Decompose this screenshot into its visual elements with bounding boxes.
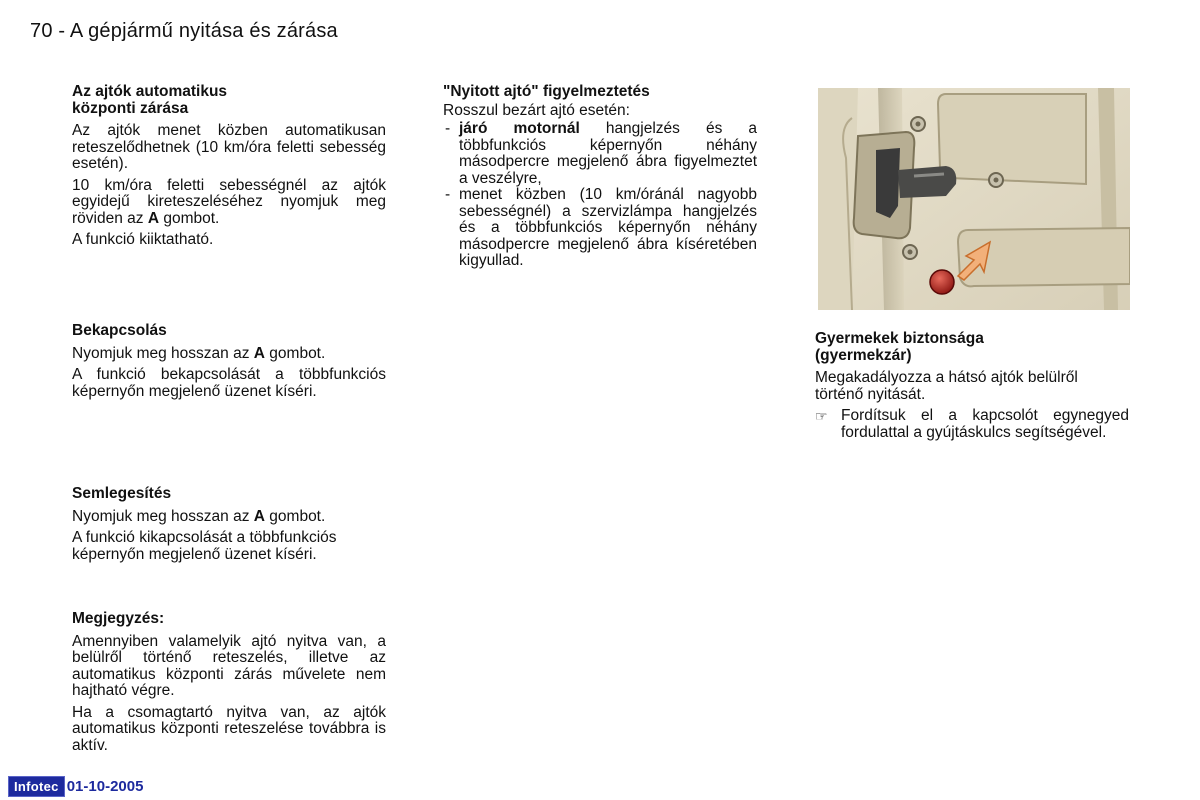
warning-list-item: - menet közben (10 km/óránál nagyobb sebességnél) a szervizlámpa hangjelzés és a többfunkciós képernyőn néhány másodpercre megjelenő ábra kíséretében kigyullad.: [443, 187, 757, 270]
deactivation-heading: Semlegesítés: [72, 485, 172, 502]
deactivation-paragraph-2: A funkció kikapcsolását a többfunkciós képernyőn megjelenő üzenet kíséri.: [72, 529, 337, 563]
activation-paragraph-2: A funkció bekapcsolását a többfunkciós képernyőn megjelenő üzenet kíséri.: [72, 366, 386, 400]
note-paragraph-1: Amennyiben valamelyik ajtó nyitva van, a belülről történő reteszelés, illetve az automatikus központi zárás művelete nem hajtható végre.: [72, 632, 386, 699]
auto-lock-paragraph-2: [72, 178, 386, 228]
child-lock-instruction: [815, 408, 1129, 441]
print-date: 01-10-2005: [66, 777, 144, 795]
note-section: [72, 611, 386, 759]
activation-section: [72, 323, 386, 405]
infotec-logo: Infotec: [8, 776, 65, 797]
deactivation-section: [72, 486, 386, 568]
activation-heading: Bekapcsolás: [72, 322, 167, 339]
auto-lock-paragraph-1: Az ajtók menet közben automatikusan reteszelődhetnek (10 km/óra feletti sebesség esetén).: [72, 122, 386, 172]
deactivation-p1-text: Nyomjuk meg hosszan az: [72, 507, 254, 525]
warning-list-item: [443, 121, 757, 187]
auto-lock-section: [72, 84, 386, 254]
auto-lock-p2-text: 10 km/óra feletti sebességnél az ajtók egyidejű kireteszeléséhez nyomjuk meg röviden az: [72, 176, 386, 227]
warning-list: [443, 121, 757, 270]
button-a-reference: A: [253, 344, 265, 362]
auto-lock-p2-end: gombot.: [159, 209, 220, 227]
note-heading: Megjegyzés:: [72, 610, 165, 627]
auto-lock-paragraph-3: A funkció kiiktatható.: [72, 231, 214, 248]
activation-p1-end: gombot.: [264, 344, 326, 362]
warning-item-1-text: hangjelzés és a többfunkciós képernyőn néhány másodpercre megjelenő ábra figyelmeztet a veszélyre,: [459, 120, 757, 187]
child-lock-instruction-text: Fordítsuk el a kapcsolót egynegyed fordulattal a gyújtáskulcs segítségével.: [841, 407, 1129, 441]
child-safety-paragraph: Megakadályozza a hátsó ajtók belülről történő nyitását.: [815, 369, 1078, 403]
door-open-warning-section: [443, 84, 757, 270]
note-paragraph-2: Ha a csomagtartó nyitva van, az ajtók automatikus központi reteszelése továbbra is aktív.: [72, 703, 386, 754]
child-safety-heading: [815, 331, 1129, 364]
page-title: 70 - A gépjármű nyitása és zárása: [30, 20, 338, 42]
button-a-reference: A: [147, 209, 160, 227]
child-safety-heading-line2: (gyermekzár): [815, 346, 912, 364]
door-open-warning-heading: "Nyitott ajtó" figyelmeztetés: [443, 83, 650, 100]
auto-lock-heading-line2: központi zárása: [72, 99, 189, 117]
door-edge-drawing: [818, 88, 1130, 310]
child-lock-illustration: [818, 88, 1130, 310]
footer: [8, 776, 143, 796]
activation-paragraph-1: [72, 346, 386, 363]
auto-lock-heading: [72, 84, 386, 117]
activation-p1-text: Nyomjuk meg hosszan az: [72, 344, 254, 362]
engine-running-label: járó motornál: [459, 120, 580, 137]
button-a-reference: A: [253, 507, 265, 525]
auto-lock-heading-line1: Az ajtók automatikus: [72, 83, 228, 100]
pointing-hand-icon: ☞: [815, 408, 828, 424]
door-open-warning-intro: Rosszul bezárt ajtó esetén:: [443, 101, 630, 119]
deactivation-p1-end: gombot.: [264, 507, 326, 525]
deactivation-paragraph-1: [72, 509, 386, 526]
child-safety-heading-line1: Gyermekek biztonsága: [815, 330, 984, 347]
child-safety-section: [815, 331, 1129, 441]
